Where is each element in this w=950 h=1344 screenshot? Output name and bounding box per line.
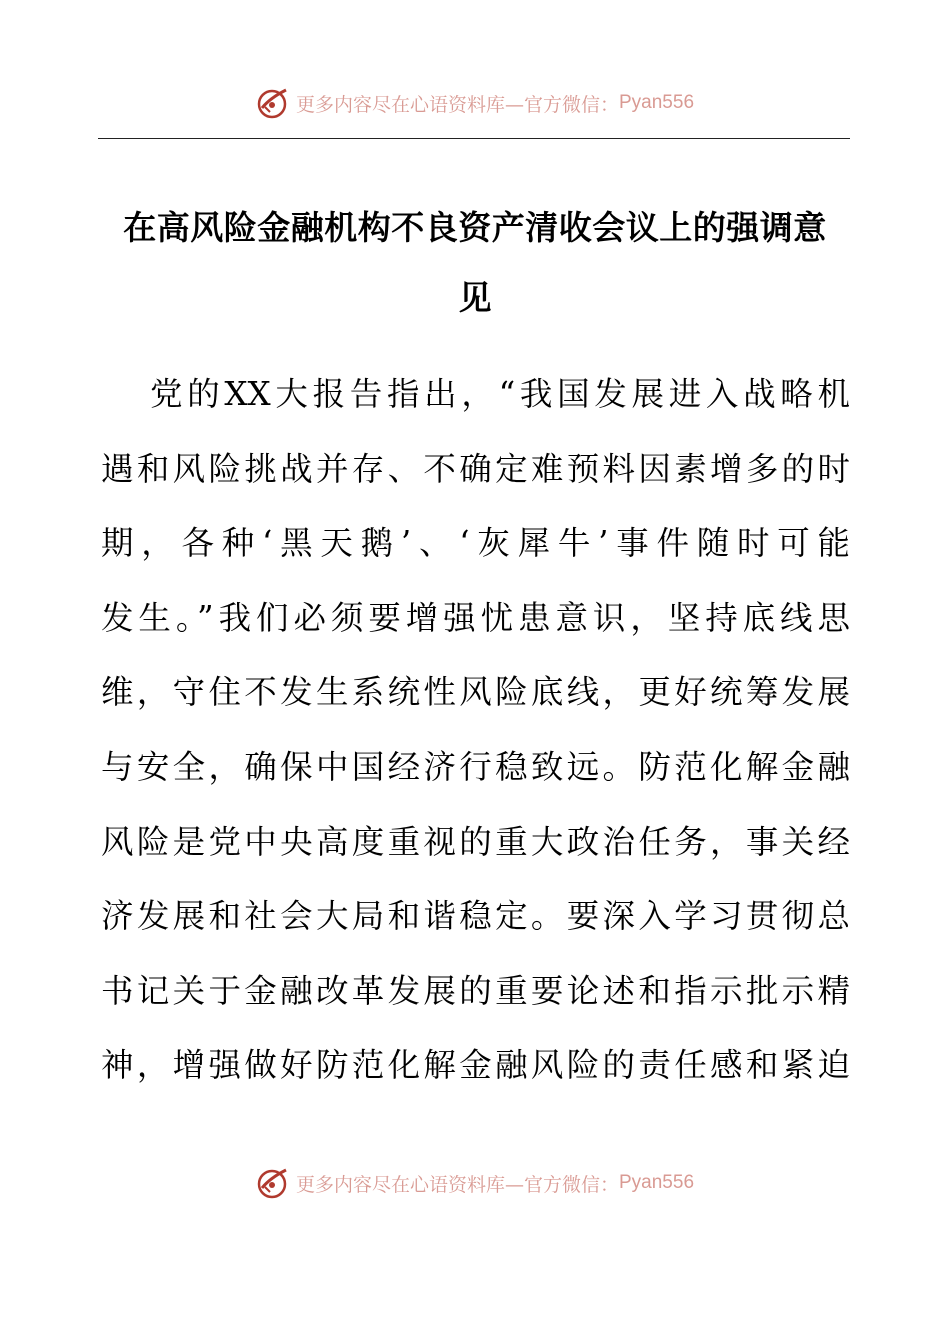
body-line: 维，守住不发生系统性风险底线，更好统筹发展 <box>101 673 850 712</box>
title-line-2: 见 <box>458 278 492 317</box>
body-line: 遇和风险挑战并存、不确定难预料因素增多的时 <box>101 449 850 488</box>
body-line: 发生。”我们必须要增强忧患意识，坚持底线思 <box>101 598 850 637</box>
footer-banner <box>0 1163 950 1203</box>
pen-circle-logo-icon <box>256 86 290 120</box>
body-line: 风险是党中央高度重视的重大政治任务，事关经 <box>101 822 850 861</box>
title-line-1: 在高风险金融机构不良资产清收会议上的强调意 <box>123 208 827 247</box>
banner-wechat-id: Pyan556 <box>619 1172 695 1193</box>
body-line: 党的XX大报告指出，“我国发展进入战略机 <box>150 375 850 413</box>
pen-circle-logo-icon <box>256 1166 290 1200</box>
body-line: 书记关于金融改革发展的重要论述和指示批示精 <box>101 971 850 1010</box>
header-banner <box>0 83 950 123</box>
body-line: 神，增强做好防范化解金融风险的责任感和紧迫 <box>101 1046 850 1085</box>
header-divider <box>98 138 850 139</box>
body-line: 济发展和社会大局和谐稳定。要深入学习贯彻总 <box>101 897 850 936</box>
document-title <box>100 193 850 333</box>
body-line: 与安全，确保中国经济行稳致远。防范化解金融 <box>101 747 850 786</box>
body-line: 期，各种‘黑天鹅’、‘灰犀牛’事件随时可能 <box>101 524 850 563</box>
document-body <box>101 357 850 1103</box>
banner-text: 更多内容尽在心语资料库—官方微信： <box>295 93 619 116</box>
banner-wechat-id: Pyan556 <box>619 92 695 113</box>
banner-text: 更多内容尽在心语资料库—官方微信： <box>295 1173 619 1196</box>
